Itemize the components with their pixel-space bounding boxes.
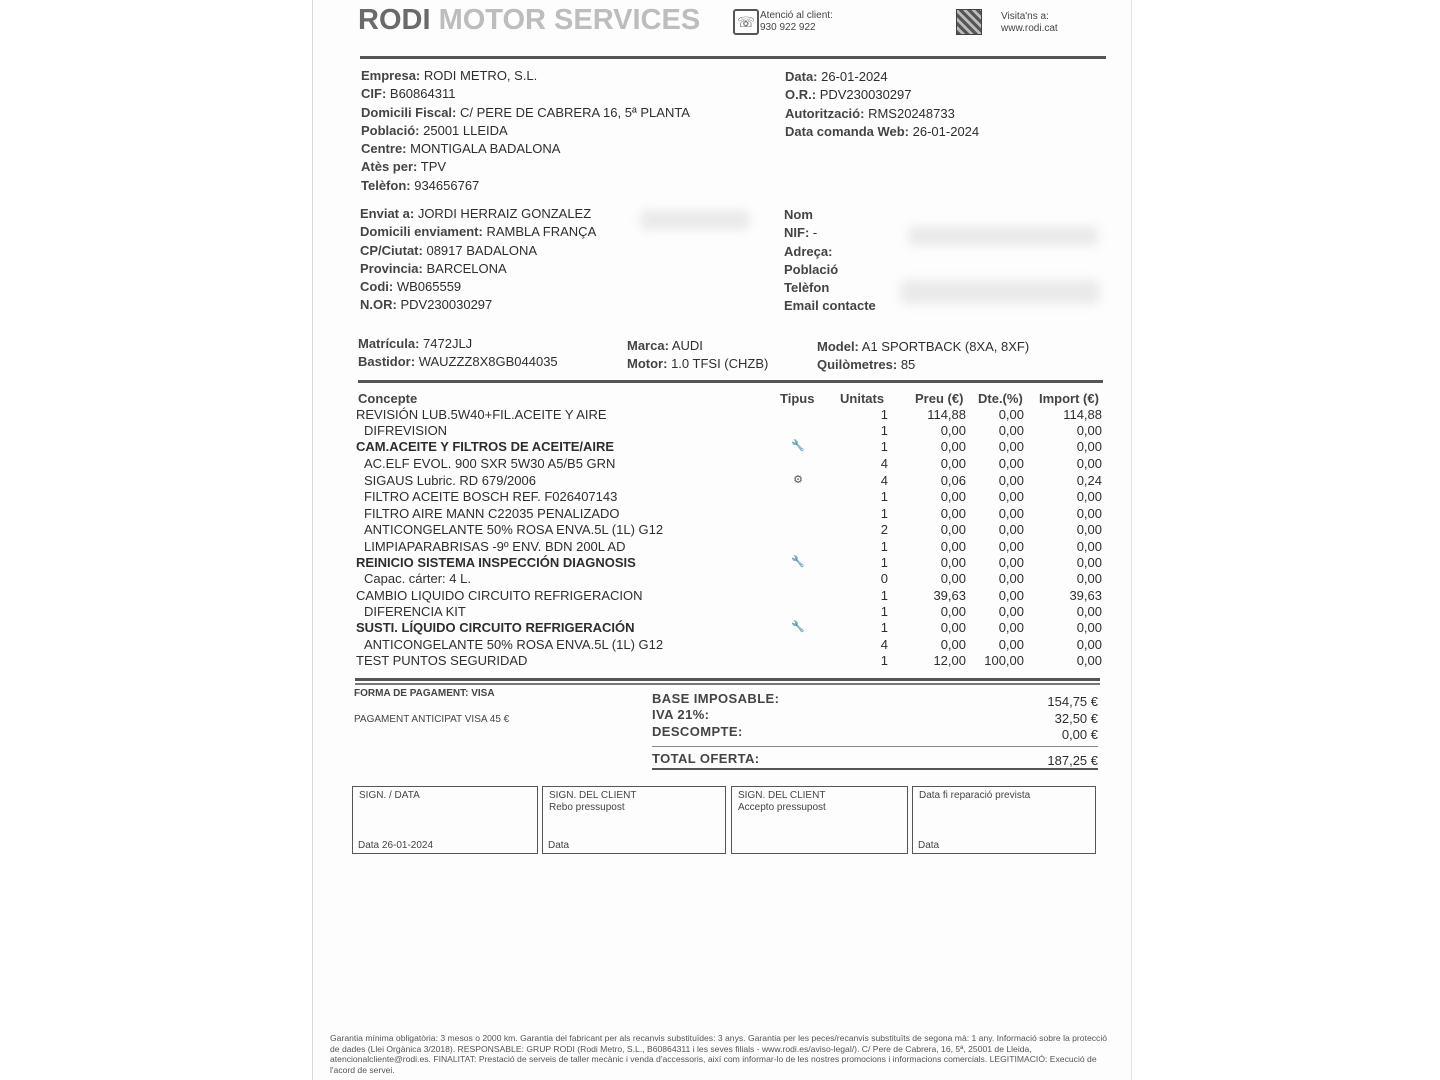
item-amount: 0,24 bbox=[1076, 473, 1102, 488]
customer-field-label: Nom bbox=[784, 207, 813, 222]
customer-field bbox=[784, 206, 876, 224]
item-description: CAMBIO LIQUIDO CIRCUITO REFRIGERACION bbox=[356, 588, 643, 603]
item-price: 12,00 bbox=[933, 653, 966, 668]
item-units: 4 bbox=[880, 473, 888, 488]
company-field-label: Domicili Fiscal: bbox=[361, 104, 457, 120]
company-field-value: 25001 LLEIDA bbox=[423, 122, 508, 138]
signature-box-receive: SIGN. DEL CLIENT Rebo pressupost Data bbox=[542, 786, 726, 854]
company-field bbox=[361, 122, 690, 140]
gear-icon: ⚙ bbox=[793, 474, 803, 486]
customer-field bbox=[784, 243, 876, 261]
company-field bbox=[361, 85, 690, 103]
item-discount: 0,00 bbox=[998, 637, 1024, 652]
item-amount: 0,00 bbox=[1076, 653, 1102, 668]
item-description: REVISIÓN LUB.5W40+FIL.ACEITE Y AIRE bbox=[356, 407, 607, 422]
wrench-icon: 🔧 bbox=[791, 556, 805, 568]
table-row bbox=[356, 473, 1106, 489]
shipping-info bbox=[360, 205, 596, 315]
order-field-value: 26-01-2024 bbox=[912, 123, 980, 139]
base-value: 154,75 € bbox=[1047, 694, 1098, 709]
item-discount: 0,00 bbox=[998, 407, 1024, 422]
discount-label: DESCOMPTE: bbox=[652, 724, 743, 739]
col-header-dte: Dte.(%) bbox=[978, 391, 1023, 406]
order-field-value: PDV230030297 bbox=[819, 87, 912, 103]
item-description: CAM.ACEITE Y FILTROS DE ACEITE/AIRE bbox=[356, 439, 615, 454]
customer-info bbox=[784, 206, 876, 316]
shipping-field bbox=[360, 205, 596, 223]
item-units: 1 bbox=[880, 423, 888, 438]
shipping-field bbox=[360, 260, 596, 278]
header-rule bbox=[360, 56, 1106, 59]
order-field-label: Data comanda Web: bbox=[785, 123, 910, 139]
customer-field-label: Email contacte bbox=[784, 298, 876, 314]
shipping-field bbox=[360, 296, 596, 314]
visit-block: Visita'ns a: www.rodi.cat bbox=[1001, 11, 1058, 34]
table-row bbox=[356, 439, 1106, 455]
item-description: Capac. cárter: 4 L. bbox=[364, 571, 471, 586]
iva-label: IVA 21%: bbox=[652, 707, 710, 722]
item-price: 0,00 bbox=[940, 423, 966, 438]
item-discount: 0,00 bbox=[998, 555, 1024, 570]
total-underline bbox=[652, 768, 1098, 770]
qr-code-icon bbox=[956, 9, 982, 35]
total-value: 187,25 € bbox=[1047, 753, 1098, 768]
item-units: 0 bbox=[880, 571, 888, 586]
company-field-label: Empresa: bbox=[361, 68, 421, 83]
col-header-concepte: Concepte bbox=[358, 391, 418, 406]
item-description: DIFREVISION bbox=[364, 423, 448, 438]
item-amount: 0,00 bbox=[1076, 439, 1102, 454]
shipping-field-label: Codi: bbox=[360, 279, 394, 295]
item-units: 4 bbox=[880, 456, 888, 471]
company-field-value: 934656767 bbox=[414, 177, 480, 193]
item-description: FILTRO ACEITE BOSCH REF. F026407143 bbox=[364, 489, 618, 504]
order-field-label: O.R.: bbox=[785, 87, 817, 103]
customer-field-label: Telèfon bbox=[784, 280, 830, 296]
total-label: TOTAL OFERTA: bbox=[652, 751, 760, 766]
item-description: ANTICONGELANTE 50% ROSA ENVA.5L (1L) G12 bbox=[364, 637, 664, 652]
item-price: 0,00 bbox=[940, 522, 966, 537]
item-discount: 0,00 bbox=[998, 489, 1024, 504]
item-amount: 0,00 bbox=[1076, 506, 1102, 521]
item-amount: 0,00 bbox=[1076, 456, 1102, 471]
item-units: 1 bbox=[880, 620, 888, 635]
shipping-field-label: Provincia: bbox=[360, 260, 423, 276]
col-header-preu: Preu (€) bbox=[915, 391, 964, 406]
item-discount: 0,00 bbox=[998, 604, 1024, 619]
col-header-tipus: Tipus bbox=[780, 391, 815, 406]
item-amount: 0,00 bbox=[1076, 620, 1102, 635]
company-field-label: Centre: bbox=[361, 141, 407, 157]
item-price: 39,63 bbox=[933, 588, 966, 603]
col-header-import: Import (€) bbox=[1039, 391, 1099, 406]
item-units: 1 bbox=[880, 439, 888, 454]
signature-box-accept: SIGN. DEL CLIENT Accepto pressupost bbox=[731, 786, 908, 854]
table-row bbox=[356, 489, 1106, 505]
company-field bbox=[361, 177, 690, 195]
order-info bbox=[785, 68, 979, 141]
item-amount: 0,00 bbox=[1076, 539, 1102, 554]
item-price: 0,00 bbox=[940, 571, 966, 586]
item-description: SIGAUS Lubric. RD 679/2006 bbox=[364, 473, 536, 488]
shipping-field-label: CP/Ciutat: bbox=[360, 242, 423, 258]
item-units: 1 bbox=[880, 653, 888, 668]
table-row bbox=[356, 522, 1106, 538]
item-amount: 114,88 bbox=[1063, 407, 1102, 422]
signature-box-date: SIGN. / DATA Data 26-01-2024 bbox=[352, 786, 538, 854]
wrench-icon: 🔧 bbox=[791, 440, 805, 452]
redacted-area bbox=[908, 226, 1098, 246]
company-field-value: MONTIGALA BADALONA bbox=[410, 141, 561, 157]
iva-value: 32,50 € bbox=[1054, 711, 1098, 726]
item-units: 1 bbox=[880, 539, 888, 554]
item-price: 0,00 bbox=[940, 539, 966, 554]
payment-advance: PAGAMENT ANTICIPAT VISA 45 € bbox=[354, 714, 510, 725]
order-field-value: RMS20248733 bbox=[868, 105, 955, 121]
item-description: TEST PUNTOS SEGURIDAD bbox=[356, 653, 528, 668]
item-discount: 0,00 bbox=[998, 473, 1024, 488]
item-price: 114,88 bbox=[927, 407, 966, 422]
item-price: 0,00 bbox=[940, 555, 966, 570]
signature-box-repair-date: Data fi reparació prevista Data bbox=[912, 786, 1096, 854]
company-field bbox=[361, 140, 690, 158]
item-discount: 0,00 bbox=[998, 423, 1024, 438]
item-amount: 0,00 bbox=[1076, 423, 1102, 438]
customer-field bbox=[784, 224, 876, 242]
vehicle-rule bbox=[358, 380, 1103, 383]
company-field-label: CIF: bbox=[361, 86, 387, 102]
legal-footer: Garantia mínima obligatòria: 3 mesos o 2000 km. Garantia del fabricant per als recanvis substituïdes: 3 anys. Garantia per les peces/recanvis substituïts de segona mà: 1 any. Informació sobre la protecció de dades (Llei Orgànica 3/2018). RESPONSABLE: GRUP RODI (Rodi Metro, S.L., B60864311 i les seves filials - www.rodi.es/aviso-legal/). C/ Pere de Cabrera, 16, 5ª, 25001 de Lleida, atencionalcliente@rodi.es. FINALITAT: Prestació de serveis de taller mecànic i venda d'accessoris, així com informar-lo de les nostres promocions i informacions comercials. LEGITIMACIÓ: Execució de l'acord de servei. bbox=[330, 1033, 1108, 1075]
item-price: 0,00 bbox=[940, 637, 966, 652]
item-discount: 0,00 bbox=[998, 588, 1024, 603]
customer-nif-value: - bbox=[812, 225, 818, 241]
item-units: 1 bbox=[880, 588, 888, 603]
redacted-area bbox=[640, 210, 750, 230]
item-amount: 0,00 bbox=[1076, 555, 1102, 570]
customer-field-label: Adreça: bbox=[784, 243, 833, 259]
shipping-field-value: JORDI HERRAIZ GONZALEZ bbox=[417, 206, 592, 221]
shipping-field-label: Domicili enviament: bbox=[360, 224, 483, 240]
item-discount: 0,00 bbox=[998, 571, 1024, 586]
shipping-field-value: WB065559 bbox=[396, 279, 462, 295]
table-row bbox=[356, 588, 1106, 604]
item-discount: 0,00 bbox=[998, 620, 1024, 635]
wrench-icon: 🔧 bbox=[791, 621, 805, 633]
customer-field bbox=[784, 297, 876, 315]
order-field bbox=[785, 68, 979, 86]
company-field-value: C/ PERE DE CABRERA 16, 5ª PLANTA bbox=[460, 104, 690, 120]
item-amount: 0,00 bbox=[1076, 604, 1102, 619]
shipping-field-value: BARCELONA bbox=[426, 260, 507, 276]
item-price: 0,00 bbox=[940, 439, 966, 454]
company-field bbox=[361, 104, 690, 122]
item-price: 0,06 bbox=[940, 473, 966, 488]
item-amount: 0,00 bbox=[1076, 571, 1102, 586]
item-discount: 0,00 bbox=[998, 439, 1024, 454]
table-row bbox=[356, 407, 1106, 423]
customer-field-label: NIF: bbox=[784, 225, 810, 241]
table-row bbox=[356, 456, 1106, 472]
shipping-field bbox=[360, 223, 596, 241]
item-description: ANTICONGELANTE 50% ROSA ENVA.5L (1L) G12 bbox=[364, 522, 664, 537]
company-field-value: RODI METRO, S.L. bbox=[423, 68, 538, 83]
vehicle-right: Model: A1 SPORTBACK (8XA, 8XF) Quilòmetres: 85 bbox=[817, 339, 1030, 373]
item-discount: 0,00 bbox=[998, 506, 1024, 521]
item-description: DIFERENCIA KIT bbox=[364, 604, 466, 619]
table-row bbox=[356, 506, 1106, 522]
vehicle-left: Matrícula: 7472JLJ Bastidor: WAUZZZ8X8GB044035 bbox=[358, 336, 558, 370]
item-units: 1 bbox=[880, 555, 888, 570]
order-field-label: Autorització: bbox=[785, 105, 865, 121]
order-field bbox=[785, 123, 979, 141]
order-field bbox=[785, 105, 979, 123]
item-price: 0,00 bbox=[940, 620, 966, 635]
phone-icon: ☏ bbox=[733, 9, 759, 35]
table-rule bbox=[355, 678, 1100, 681]
shipping-field-label: Enviat a: bbox=[360, 206, 415, 221]
company-logo: RODI MOTOR SERVICES bbox=[358, 4, 701, 36]
totals-rule bbox=[652, 746, 1098, 747]
company-field-value: B60864311 bbox=[389, 86, 456, 102]
company-field bbox=[361, 67, 690, 85]
table-row bbox=[356, 620, 1106, 636]
shipping-field bbox=[360, 242, 596, 260]
customer-field bbox=[784, 261, 876, 279]
item-description: FILTRO AIRE MANN C22035 PENALIZADO bbox=[364, 506, 620, 521]
company-field-label: Població: bbox=[361, 122, 420, 138]
shipping-field-value: 08917 BADALONA bbox=[426, 242, 538, 258]
table-row bbox=[356, 423, 1106, 439]
item-description: SUSTI. LÍQUIDO CIRCUITO REFRIGERACIÓN bbox=[356, 620, 635, 635]
item-discount: 100,00 bbox=[984, 653, 1024, 668]
table-row bbox=[356, 555, 1106, 571]
item-price: 0,00 bbox=[940, 489, 966, 504]
item-units: 1 bbox=[880, 604, 888, 619]
customer-field-label: Població bbox=[784, 261, 839, 277]
order-field bbox=[785, 86, 979, 104]
vehicle-middle: Marca: AUDI Motor: 1.0 TFSI (CHZB) bbox=[627, 338, 769, 372]
item-description: REINICIO SISTEMA INSPECCIÓN DIAGNOSIS bbox=[356, 555, 636, 570]
item-units: 1 bbox=[880, 489, 888, 504]
order-field-value: 26-01-2024 bbox=[821, 69, 888, 84]
shipping-field-value: PDV230030297 bbox=[400, 297, 493, 313]
table-row bbox=[356, 653, 1106, 669]
item-units: 1 bbox=[880, 407, 888, 422]
item-discount: 0,00 bbox=[998, 522, 1024, 537]
item-price: 0,00 bbox=[940, 506, 966, 521]
customer-field bbox=[784, 279, 876, 297]
item-units: 2 bbox=[880, 522, 888, 537]
item-description: AC.ELF EVOL. 900 SXR 5W30 A5/B5 GRN bbox=[364, 456, 616, 471]
table-row bbox=[356, 571, 1106, 587]
item-price: 0,00 bbox=[940, 456, 966, 471]
shipping-field-label: N.OR: bbox=[360, 297, 397, 313]
company-field bbox=[361, 158, 690, 176]
col-header-unitats: Unitats bbox=[840, 391, 885, 406]
table-rule-2 bbox=[355, 683, 1100, 685]
order-field-label: Data: bbox=[785, 69, 818, 84]
shipping-field-value: RAMBLA FRANÇA bbox=[486, 224, 597, 240]
redacted-area bbox=[900, 280, 1100, 304]
attention-block: Atenció al client: 930 922 922 bbox=[760, 10, 833, 33]
payment-method: FORMA DE PAGAMENT: VISA bbox=[354, 688, 495, 699]
item-amount: 39,63 bbox=[1069, 588, 1102, 603]
table-row bbox=[356, 539, 1106, 555]
discount-value: 0,00 € bbox=[1061, 727, 1098, 742]
company-field-value: TPV bbox=[420, 159, 447, 175]
item-units: 4 bbox=[880, 637, 888, 652]
table-row bbox=[356, 637, 1106, 653]
item-description: LIMPIAPARABRISAS -9º ENV. BDN 200L AD bbox=[364, 539, 626, 554]
item-units: 1 bbox=[880, 506, 888, 521]
company-info bbox=[361, 67, 690, 195]
shipping-field bbox=[360, 278, 596, 296]
base-label: BASE IMPOSABLE: bbox=[652, 691, 780, 706]
item-discount: 0,00 bbox=[998, 456, 1024, 471]
table-row bbox=[356, 604, 1106, 620]
item-discount: 0,00 bbox=[998, 539, 1024, 554]
item-amount: 0,00 bbox=[1076, 489, 1102, 504]
item-price: 0,00 bbox=[940, 604, 966, 619]
company-field-label: Atès per: bbox=[361, 159, 418, 175]
company-field-label: Telèfon: bbox=[361, 177, 411, 193]
item-amount: 0,00 bbox=[1076, 522, 1102, 537]
item-amount: 0,00 bbox=[1076, 637, 1102, 652]
